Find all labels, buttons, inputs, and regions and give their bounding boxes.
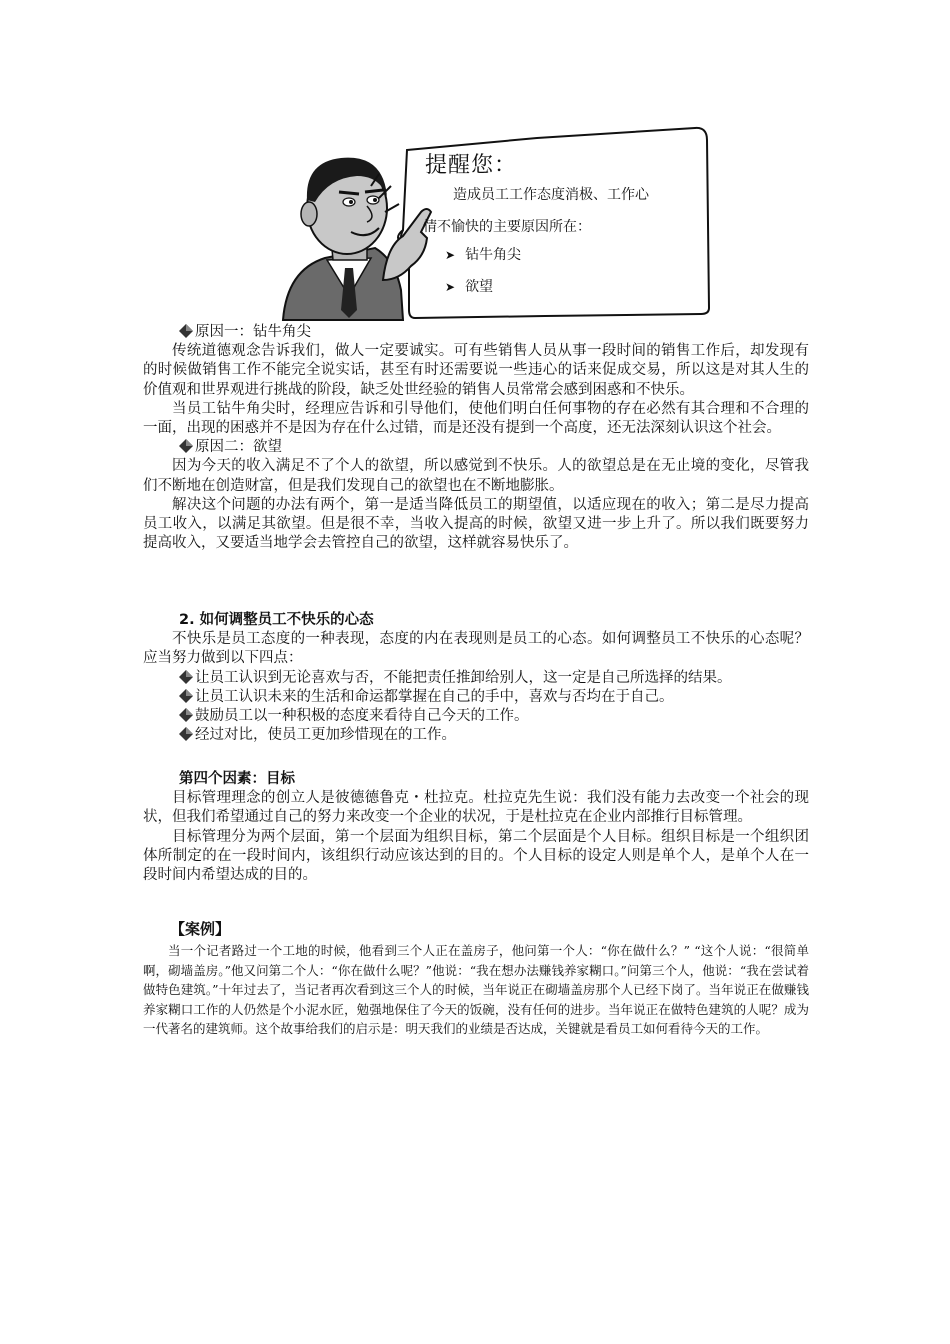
reason-2-paragraph-2: 解决这个问题的办法有两个，第一是适当降低员工的期望值，以适应现在的收入；第二是尽力提高员工收入，以满足其欲望。但是很不幸，当收入提高的时候，欲望又进一步上升了。所以我们既要努力提高收入，又要适当地学会去管控自己的欲望，这样就容易快乐了。	[143, 496, 809, 552]
diamond-bullet-icon	[179, 708, 193, 722]
diamond-bullet-icon	[179, 324, 193, 338]
section-3-heading: 第四个因素：目标	[179, 771, 295, 787]
diamond-bullet-icon	[179, 727, 193, 741]
arrow-icon: ➤	[445, 248, 456, 262]
reminder-line-2: 情不愉快的主要原因所在：	[423, 219, 591, 235]
reminder-bullet-2: ➤ 欲望	[445, 279, 494, 295]
reason-1-paragraph-1: 传统道德观念告诉我们，做人一定要诚实。可有些销售人员从事一段时间的销售工作后，却发现有的时候做销售工作不能完全说实话，甚至有时还需要说一些违心的话来促成交易，所以这是对其人生的价值观和世界观进行挑战的阶段，缺乏处世经验的销售人员常常会感到困惑和不快乐。	[143, 343, 809, 398]
goal-paragraph-2: 目标管理分为两个层面，第一个层面为组织目标，第二个层面是个人目标。组织目标是一个组织团体所制定的在一段时间内，该组织行动应该达到的目的。个人目标的设定人则是单个人，是单个人在一段时间内希望达成的目的。	[143, 828, 809, 884]
case-heading: 【案例】	[170, 920, 231, 938]
reminder-illustration	[275, 120, 725, 330]
reminder-title: 提醒您：	[425, 153, 518, 178]
reason-1-label: 原因一：钻牛角尖	[143, 323, 809, 342]
diamond-bullet-icon	[179, 439, 193, 453]
list-item: 鼓励员工以一种积极的态度来看待自己今天的工作。	[143, 707, 809, 726]
diamond-bullet-icon	[179, 689, 193, 703]
adjust-mindset-section	[143, 611, 809, 745]
reason-2-label: 原因二：欲望	[143, 438, 809, 457]
case-text: 当一个记者路过一个工地的时候，他看到三个人正在盖房子，他问第一个人：“你在做什么？” “这个人说：“很简单啊，砌墙盖房。”他又问第二个人：“你在做什么呢？”他说：“我在想办法赚钱养家糊口。”问第三个人，他说：“我在尝试着做特色建筑。”十年过去了，当记者再次看到这三个人的时候，当年说正在砌墙盖房那个人已经下岗了。当年说正在做赚钱养家糊口工作的人仍然是个小泥水匠，勉强地保住了今天的饭碗，没有任何的进步。当年说正在做特色建筑的人呢？成为一代著名的建筑师。这个故事给我们的启示是：明天我们的业绩是否达成，关键就是看员工如何看待今天的工作。	[143, 943, 809, 1036]
list-item: 让员工认识到无论喜欢与否，不能把责任推卸给别人，这一定是自己所选择的结果。	[143, 669, 809, 688]
list-item: 经过对比，使员工更加珍惜现在的工作。	[143, 726, 809, 745]
section-2-intro: 不快乐是员工态度的一种表现，态度的内在表现则是员工的心态。如何调整员工不快乐的心态呢？应当努力做到以下四点：	[143, 631, 809, 667]
goal-section	[143, 770, 809, 885]
reasons-section	[143, 323, 809, 553]
reason-2-paragraph-1: 因为今天的收入满足不了个人的欲望，所以感觉到不快乐。人的欲望总是在无止境的变化，尽管我们不断地在创造财富，但是我们发现自己的欲望也在不断地膨胀。	[143, 458, 809, 494]
goal-paragraph-1: 目标管理理念的创立人是彼德德鲁克・杜拉克。杜拉克先生说：我们没有能力去改变一个社会的现状，但我们希望通过自己的努力来改变一个企业的状况，于是杜拉克在企业内部推行目标管理。	[143, 790, 809, 826]
arrow-icon: ➤	[445, 280, 456, 294]
diamond-bullet-icon	[179, 670, 193, 684]
list-item: 让员工认识未来的生活和命运都掌握在自己的手中，喜欢与否均在于自己。	[143, 688, 809, 707]
reminder-line-1: 造成员工工作态度消极、工作心	[453, 187, 649, 203]
reason-1-paragraph-2: 当员工钻牛角尖时，经理应告诉和引导他们，使他们明白任何事物的存在必然有其合理和不合理的一面，出现的困惑并不是因为存在什么过错，而是还没有提到一个高度，还无法深刻认识这个社会。	[143, 400, 809, 437]
section-2-heading: 2. 如何调整员工不快乐的心态	[179, 612, 374, 628]
reminder-bullet-1: ➤ 钻牛角尖	[445, 247, 522, 263]
